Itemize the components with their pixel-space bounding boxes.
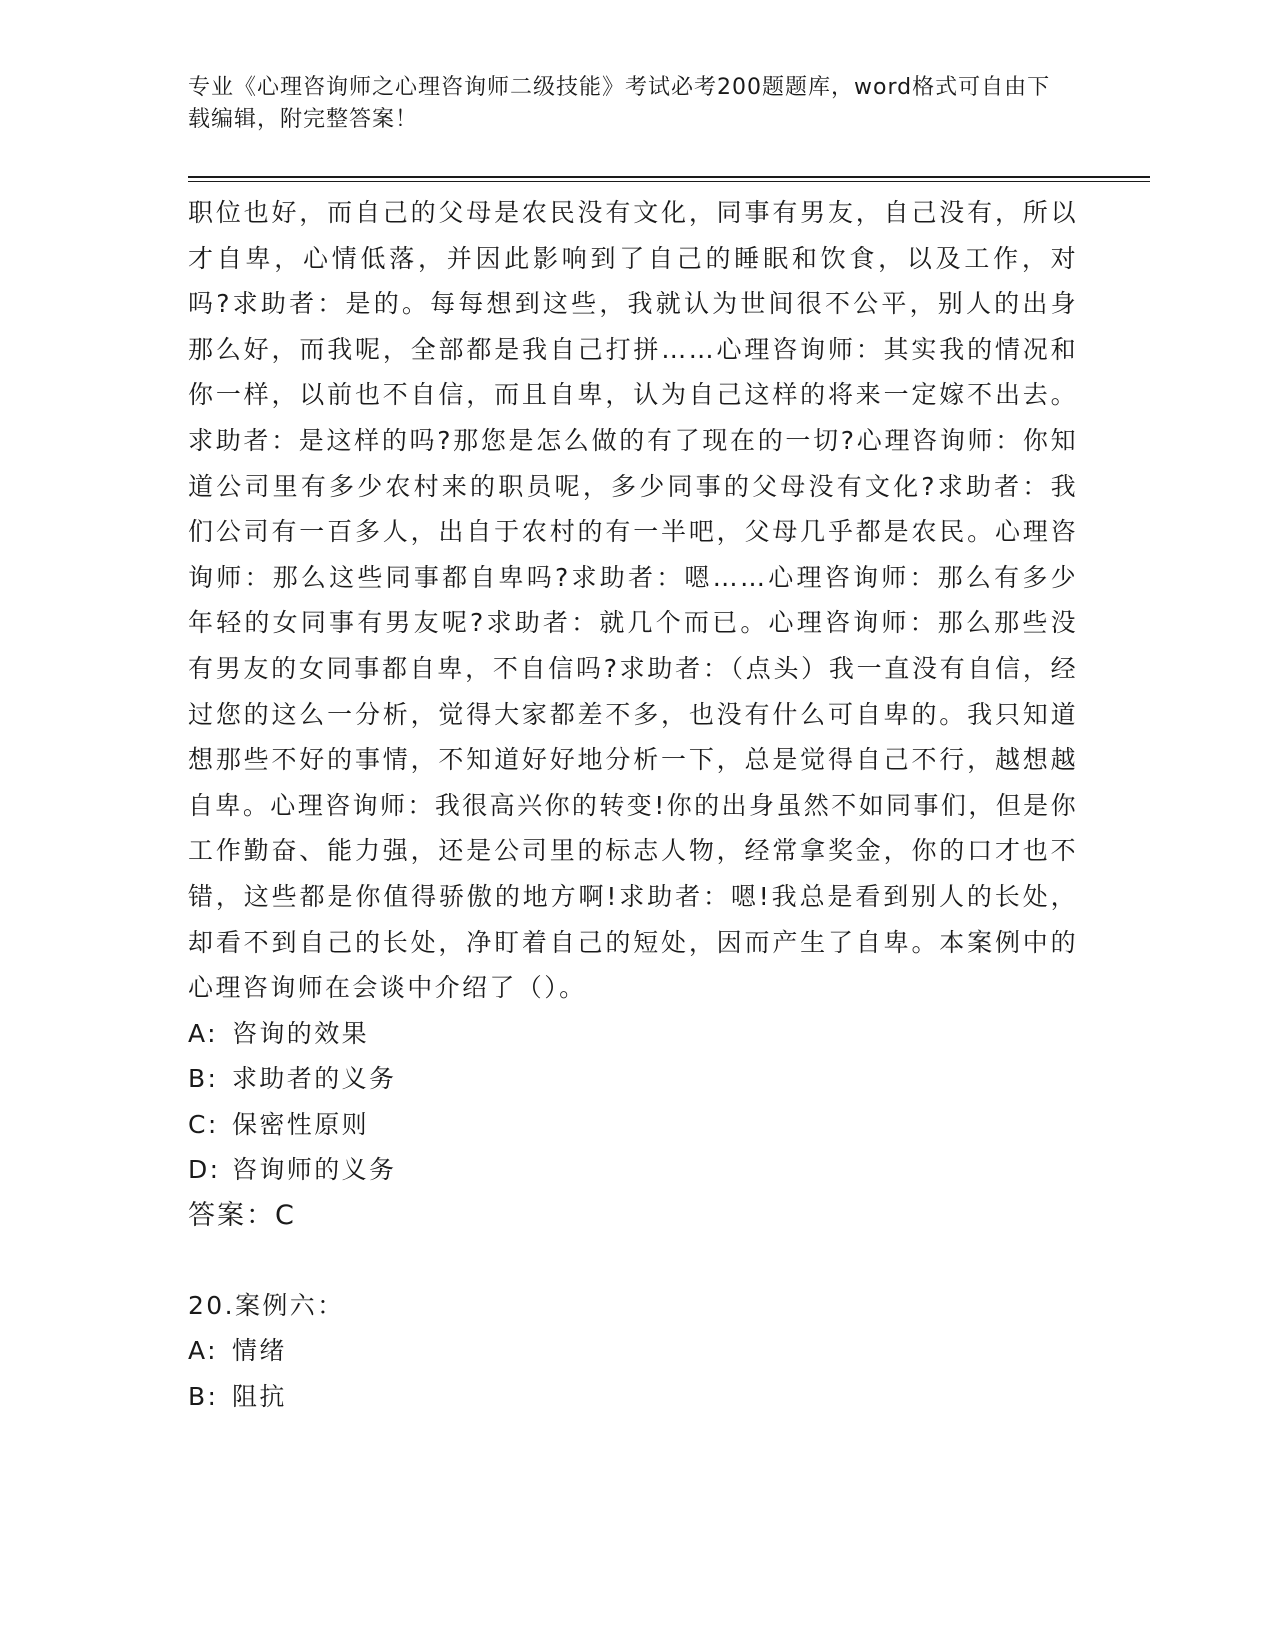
option-letter: B: xyxy=(188,1064,219,1094)
option-a xyxy=(188,1011,1078,1057)
option-c xyxy=(188,1102,1078,1148)
option-letter: C: xyxy=(188,1109,219,1139)
header-rule-thin xyxy=(188,181,1150,182)
header-rule-thick xyxy=(188,176,1150,178)
spacer xyxy=(188,1239,1078,1283)
option-b xyxy=(188,1056,1078,1102)
option-text: 情绪 xyxy=(232,1336,287,1366)
option-d xyxy=(188,1147,1078,1193)
question-20-title: 20.案例六： xyxy=(188,1290,345,1320)
option-letter: D: xyxy=(188,1155,221,1185)
option-b xyxy=(188,1374,1078,1420)
question-19-options xyxy=(188,1011,1078,1193)
option-letter: A: xyxy=(188,1336,218,1366)
document-body xyxy=(188,190,1078,1419)
option-a xyxy=(188,1328,1078,1374)
option-text: 保密性原则 xyxy=(232,1109,370,1139)
question-19-answer: 答案：C xyxy=(188,1200,296,1232)
question-19-passage: 职位也好，而自己的父母是农民没有文化，同事有男友，自己没有，所以才自卑，心情低落，并因此影响到了自己的睡眠和饮食，以及工作，对吗?求助者：是的。每每想到这些，我就认为世间很不公平，别人的出身那么好，而我呢，全部都是我自己打拼……心理咨询师：其实我的情况和你一样，以前也不自信，而且自卑，认为自己这样的将来一定嫁不出去。求助者：是这样的吗?那您是怎么做的有了现在的一切?心理咨询师：你知道公司里有多少农村来的职员呢，多少同事的父母没有文化?求助者：我们公司有一百多人，出自于农村的有一半吧，父母几乎都是农民。心理咨询师：那么这些同事都自卑吗?求助者：嗯……心理咨询师：那么有多少年轻的女同事有男友呢?求助者：就几个而已。心理咨询师：那么那些没有男友的女同事都自卑，不自信吗?求助者：（点头）我一直没有自信，经过您的这么一分析，觉得大家都差不多，也没有什么可自卑的。我只知道想那些不好的事情，不知道好好地分析一下，总是觉得自己不行，越想越自卑。心理咨询师：我很高兴你的转变!你的出身虽然不如同事们，但是你工作勤奋、能力强，还是公司里的标志人物，经常拿奖金，你的口才也不错，这些都是你值得骄傲的地方啊!求助者：嗯!我总是看到别人的长处，却看不到自己的长处，净盯着自己的短处，因而产生了自卑。本案例中的心理咨询师在会谈中介绍了（）。 xyxy=(188,198,1078,1003)
question-20-options xyxy=(188,1328,1078,1419)
option-text: 咨询的效果 xyxy=(232,1018,370,1048)
option-text: 求助者的义务 xyxy=(232,1064,397,1094)
option-text: 阻抗 xyxy=(232,1381,287,1411)
option-letter: A: xyxy=(188,1018,218,1048)
option-letter: B: xyxy=(188,1381,219,1411)
option-text: 咨询师的义务 xyxy=(232,1155,397,1185)
document-header: 专业《心理咨询师之心理咨询师二级技能》考试必考200题题库，word格式可自由下载编辑，附完整答案！ xyxy=(188,75,1051,132)
